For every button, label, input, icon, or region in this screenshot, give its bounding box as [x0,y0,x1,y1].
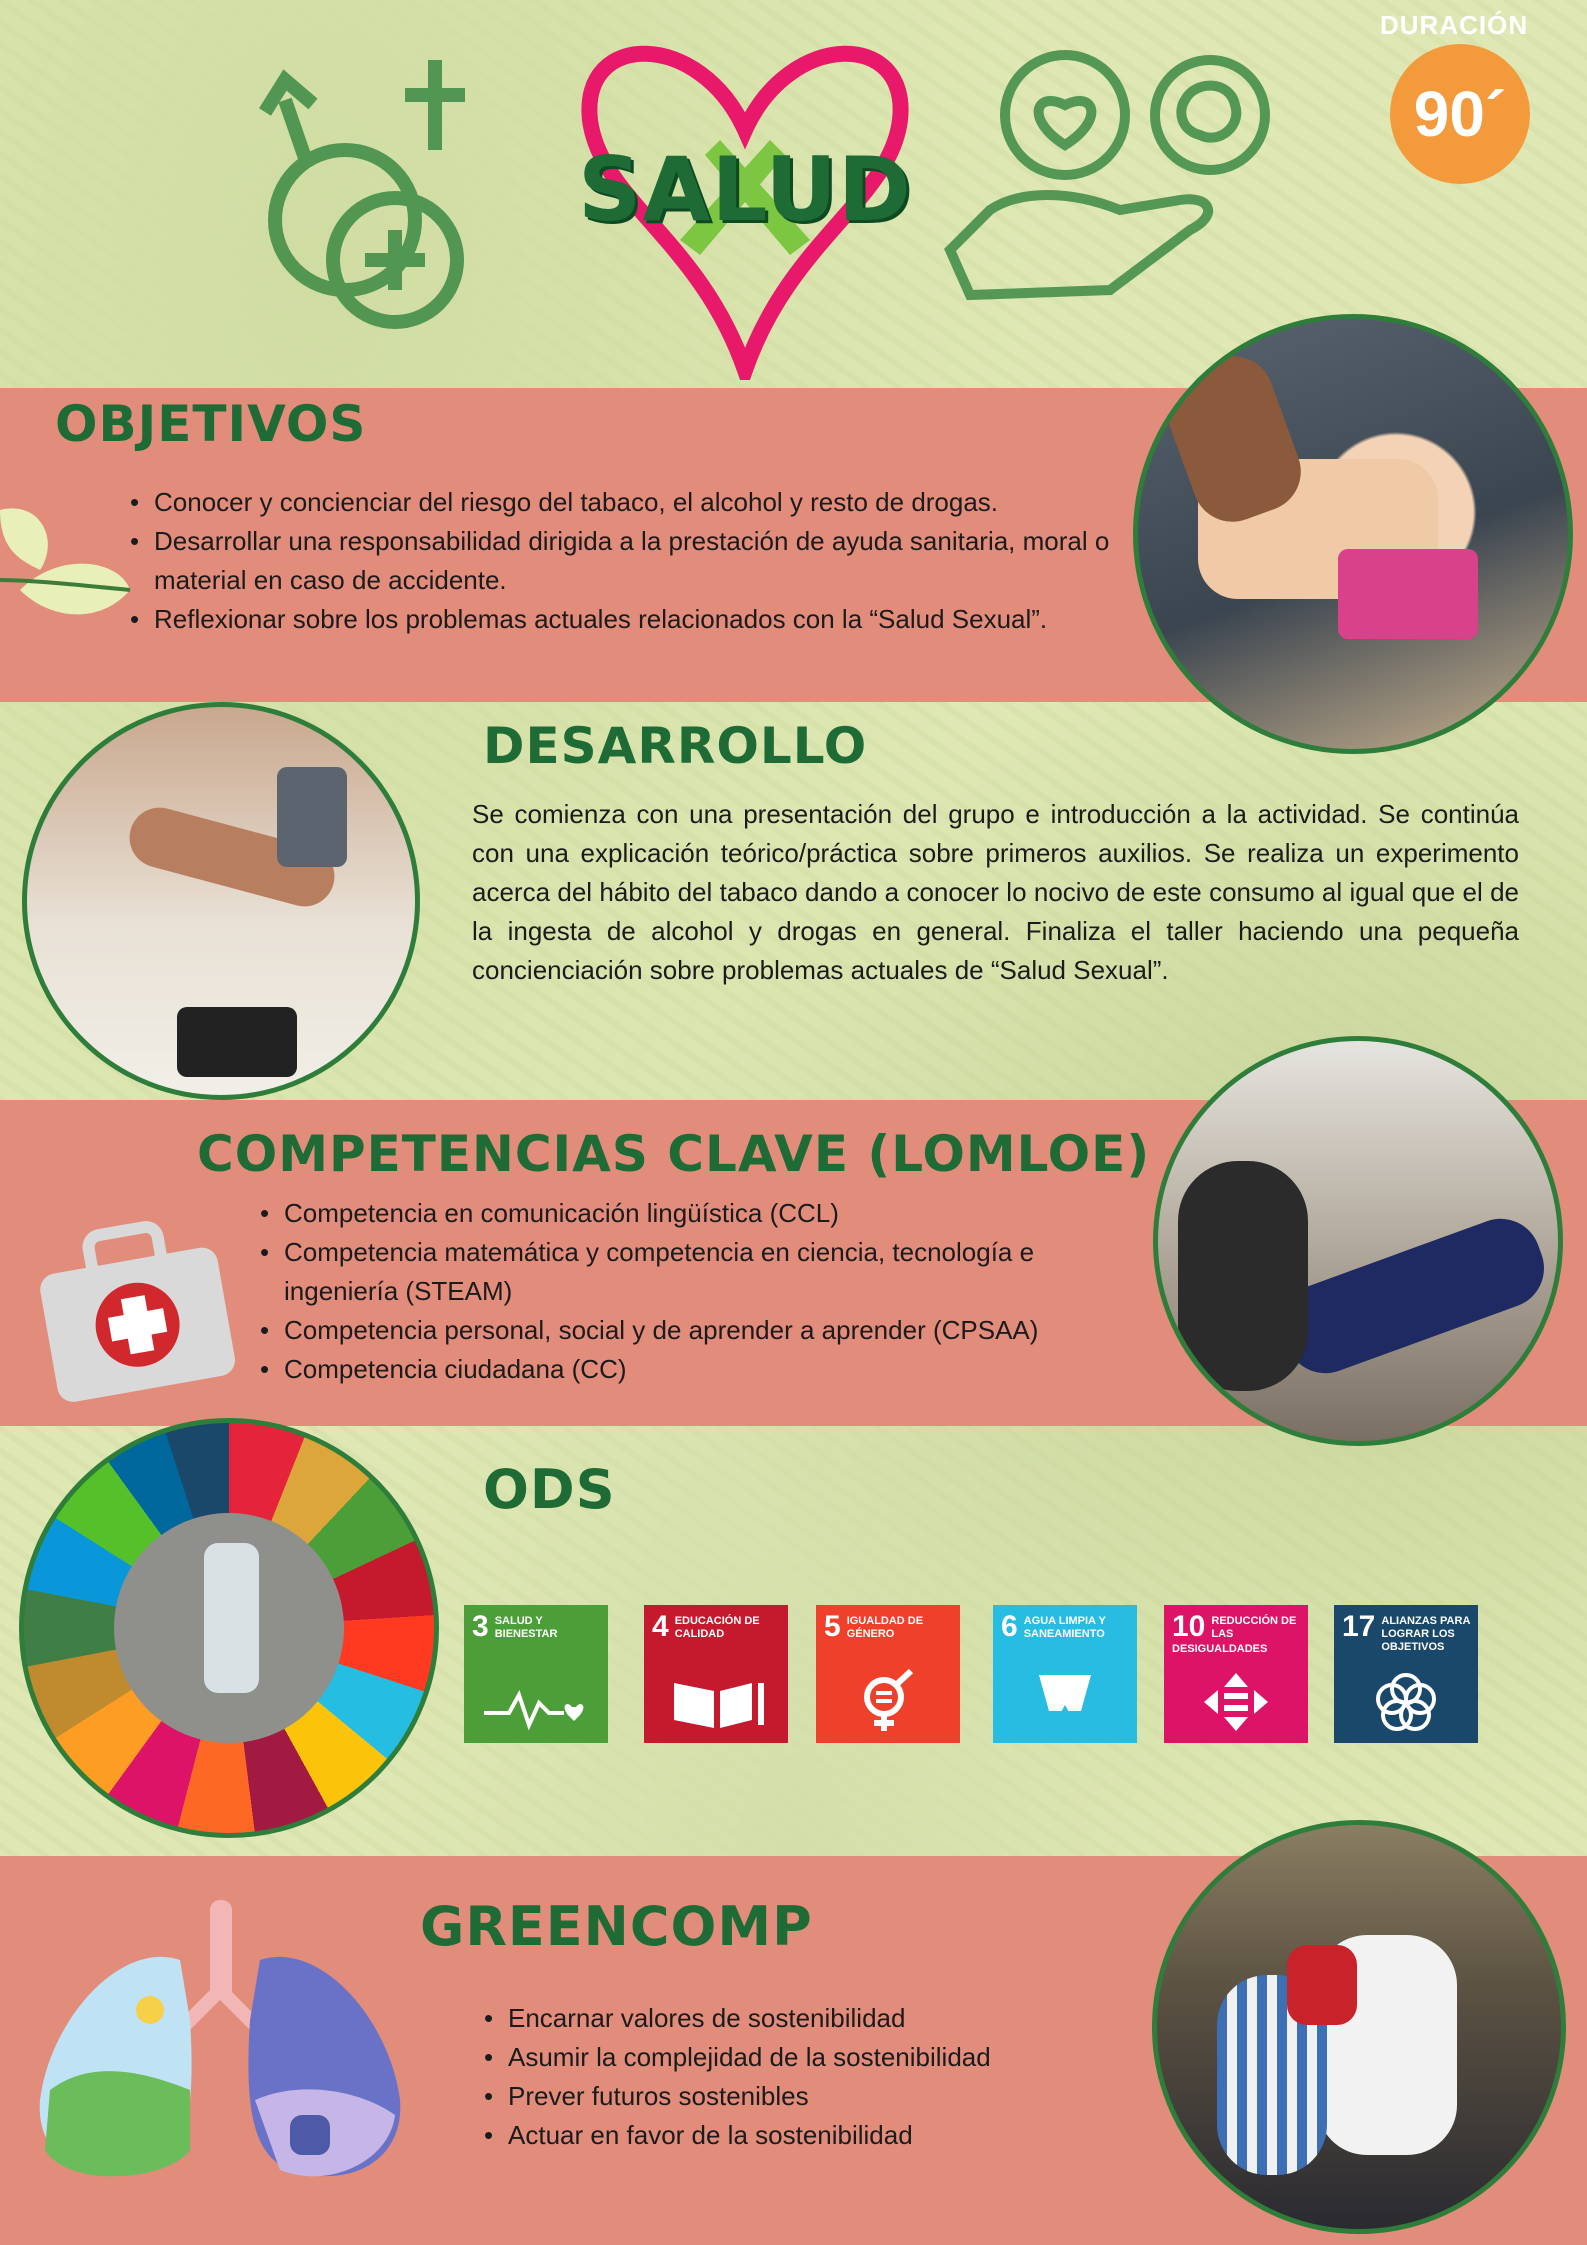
ods-tile-6: 6 AGUA LIMPIA Y SANEAMIENTO [993,1605,1137,1743]
list-item: • Prever futuros sostenibles [484,2077,1124,2116]
bp-cuff [277,767,347,867]
page-title: SALUD [578,138,912,241]
list-item: • Competencia ciudadana (CC) [260,1350,1140,1389]
duration-label: DURACIÓN [1380,10,1529,40]
leaf-icon [0,480,140,640]
cpr-cloth [1338,549,1478,639]
book-icon [644,1673,788,1733]
competencias-heading: COMPETENCIAS CLAVE (LOMLOE) [197,1125,1151,1183]
objetivos-list [130,483,1120,639]
cpr-photo [1133,314,1573,754]
person-lying [1271,1208,1555,1385]
gender-health-icon [245,40,545,350]
list-item: • Reflexionar sobre los problemas actuales relacionados con la “Salud Sexual”. [130,600,1120,639]
gender-icon [816,1669,960,1733]
duration-badge: 90´ [1390,44,1530,184]
group-hug-photo [1152,1820,1566,2234]
bp-case [177,1007,297,1077]
ods-tile-4: 4 EDUCACIÓN DE CALIDAD [644,1605,788,1743]
heart-brain-hand-icon [930,50,1270,310]
desarrollo-heading: DESARROLLO [483,717,868,775]
greencomp-list [484,1999,1124,2155]
ods-tile-10: 10 REDUCCIÓN DE LAS DESIGUALDADES [1164,1605,1308,1743]
person-red-shirt [1287,1945,1357,2025]
list-item: • Asumir la complejidad de la sostenibilidad [484,2038,1124,2077]
list-item: • Competencia en comunicación lingüística (CCL) [260,1194,1140,1233]
objetivos-heading: OBJETIVOS [55,395,367,453]
ods-heading: ODS [483,1458,616,1521]
ods-tile-17: 17 ALIANZAS PARA LOGRAR LOS OBJETIVOS [1334,1605,1478,1743]
list-item: • Encarnar valores de sostenibilidad [484,1999,1124,2038]
list-item: • Actuar en favor de la sostenibilidad [484,2116,1124,2155]
greencomp-heading: GREENCOMP [420,1895,813,1958]
partnership-icon [1334,1671,1478,1733]
heartbeat-icon [464,1683,608,1733]
blood-pressure-photo [22,702,420,1100]
ods-tile-5: 5 IGUALDAD DE GÉNERO [816,1605,960,1743]
competencias-list [260,1194,1140,1389]
first-aid-class-photo [1153,1036,1563,1446]
list-item: • Desarrollar una responsabilidad dirigida a la prestación de ayuda sanitaria, moral o material en caso de accidente. [130,522,1120,600]
list-item: • Competencia personal, social y de aprender a aprender (CPSAA) [260,1311,1140,1350]
lungs-icon [30,1900,410,2200]
water-bottle [204,1543,259,1693]
equality-icon [1164,1671,1308,1733]
students-group [1178,1161,1308,1391]
desarrollo-text: Se comienza con una presentación del grupo e introducción a la actividad. Se continúa con una explicación teórico/práctica sobre primeros auxilios. Se realiza un experimento acerca del hábito del tabaco dando a conocer lo nocivo de este consumo al igual que el de la ingesta de alcohol y drogas en general. Finaliza el taller haciendo una pequeña concienciación sobre problemas actuales de “Salud Sexual”. [472,799,1519,985]
list-item: • Competencia matemática y competencia en ciencia, tecnología e ingeniería (STEAM) [260,1233,1140,1311]
ods-tile-3: 3 SALUD Y BIENESTAR [464,1605,608,1743]
ods-wheel-photo [19,1418,439,1838]
water-icon [993,1671,1137,1733]
list-item: • Conocer y concienciar del riesgo del tabaco, el alcohol y resto de drogas. [130,483,1120,522]
first-aid-kit-icon [30,1210,240,1410]
